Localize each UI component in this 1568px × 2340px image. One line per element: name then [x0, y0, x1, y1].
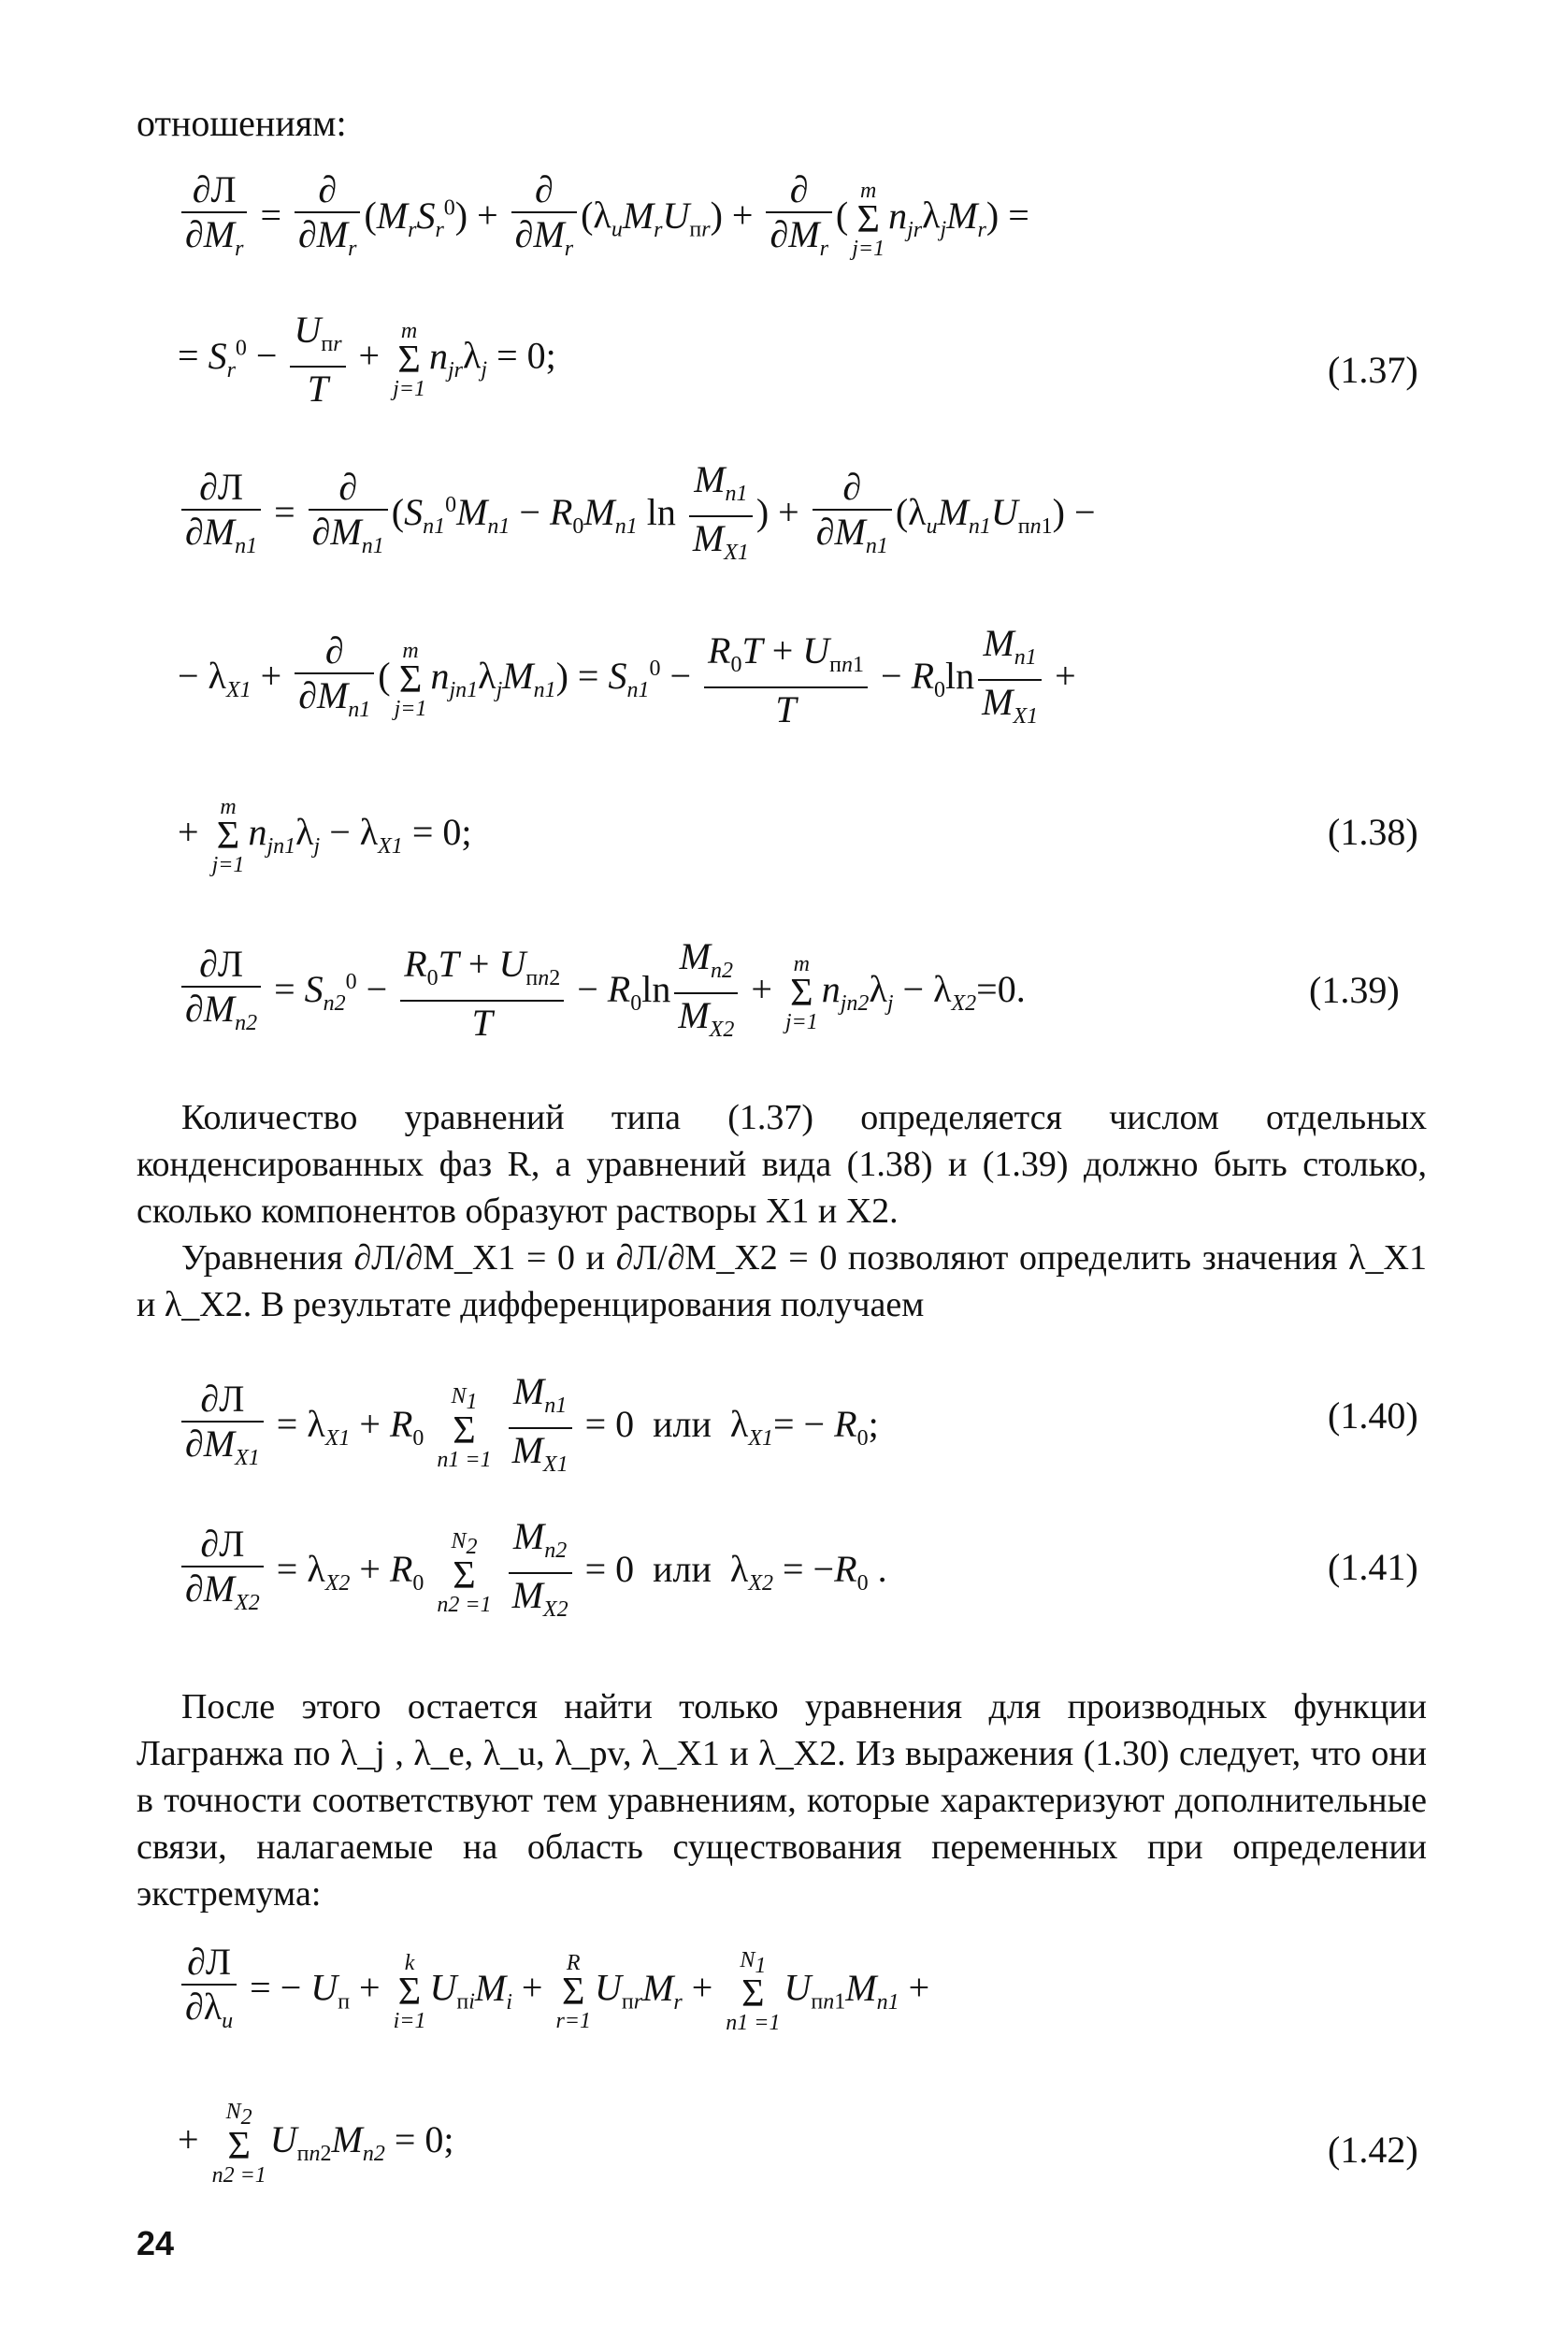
page-number: 24	[137, 2224, 175, 2262]
equation-1-41: $\frac{\partial Л}{\partial M_{X2}}$ = $\lambda_{X2} + R_0$ $N_2$ Σ n2 =1 $\frac{M_{n2}}{M_{X2}}$ = 0 или $\lambda_{X2} = -R_0$ .	[178, 1515, 887, 1631]
equation-number-1-38: (1.38)	[1328, 811, 1418, 853]
equation-number-1-41: (1.41)	[1328, 1546, 1418, 1588]
eq37a-text	[0, 0, 1, 1]
equation-1-42-line2: + $N_2$ Σ n2 =1 $U_{пn2}M_{n2} = 0$;	[178, 2100, 454, 2188]
equation-1-37-line2: = $S_r^0$ − $\frac{U_{пr}}{T}$ + m Σ j=1 $n_{jr}\lambda_j = 0$;	[178, 309, 556, 410]
equation-number-1-42: (1.42)	[1328, 2129, 1418, 2171]
paragraph-lagrange-derivatives: После этого остается найти только уравнения для производных функции Лагранжа по λ_j , λ_e, λ_u, λ_pv, λ_X1 и λ_X2. Из выражения (1.30) следует, что они в точности соответствуют тем уравнениям, которые характеризуют дополнительные связи, налагаемые на область существования переменных при определении экстремума:	[137, 1687, 1427, 1914]
paragraph-lambda-values: Уравнения ∂Л/∂M_X1 = 0 и ∂Л/∂M_X2 = 0 позволяют определить значения λ_X1 и λ_X2. В результате дифференцирования получаем	[137, 1238, 1427, 1324]
paragraph-phase-count: Количество уравнений типа (1.37) определяется числом отдельных конденсированных фаз R, а уравнений вида (1.38) и (1.39) должно быть столько, сколько компонентов образуют растворы X1 и X2.	[137, 1098, 1427, 1231]
equation-text-source	[0, 0, 1, 1]
equation-number-1-37: (1.37)	[1328, 349, 1418, 391]
equation-1-38-line3: + m Σ j=1 $n_{jn1}\lambda_j - \lambda_{X1} = 0$;	[178, 795, 472, 877]
equation-1-38-line2: − $\lambda_{X1}$ + $\frac{\partial}{\partial M_{n1}}$ ( m Σ j=1 $n_{jn1}\lambda_jM_{n1}) = S_{n1}^0$ − $\frac{R_0T + U_{пn1}}{T}$ − $R_0\ln$ $\frac{M_{n1}}{M_{X1}}$ +	[178, 622, 1076, 738]
equation-1-38-line1: $\frac{\partial Л}{\partial M_{n1}}$ = $\frac{\partial}{\partial M_{n1}}$ ($S_{n1}^0M_{n1} - R_0M_{n1}$ ln $\frac{M_{n1}}{M_{X1}}$ ) + $\frac{\partial}{\partial M_{n1}}$ $(\lambda_uM_{n1}U_{пn1})$ −	[178, 458, 1096, 574]
equation-number-1-39: (1.39)	[1309, 969, 1400, 1011]
equation-1-39: $\frac{\partial Л}{\partial M_{n2}}$ = $S_{n2}^0$ − $\frac{R_0T + U_{пn2}}{T}$ − $R_0\ln$ $\frac{M_{n2}}{M_{X2}}$ + m Σ j=1 $n_{jn2}\lambda_j - \lambda_{X2}=0$.	[178, 935, 1026, 1051]
equation-1-42-line1: $\frac{\partial Л}{\partial\lambda_u}$ = − $U_п$ + k Σ i=1 $U_{пi}M_i$ + R Σ r=1 $U_{пr}M_r$ + $N_1$ Σ n1 =1 $U_{пn1}M_{n1}$ +	[178, 1941, 929, 2043]
intro-text: отношениям:	[137, 102, 347, 144]
equation-number-1-40: (1.40)	[1328, 1394, 1418, 1437]
equation-1-40: $\frac{\partial Л}{\partial M_{X1}}$ = $\lambda_{X1} + R_0$ $N_1$ Σ n1 =1 $\frac{M_{n1}}{M_{X1}}$ = 0 или $\lambda_{X1}= - R_0$;	[178, 1370, 879, 1486]
equation-1-37-line1: $\frac{\partial Л}{\partial M_r}$ = $\frac{\partial}{\partial M_r}$ $(M_rS_r^0)$ + $\frac{\partial}{\partial M_r}$ $(\lambda_uM_rU_{пr})$ + $\frac{\partial}{\partial M_r}$ ( m Σ j=1 $n_{jr}\lambda_jM_r$) =	[178, 168, 1029, 270]
